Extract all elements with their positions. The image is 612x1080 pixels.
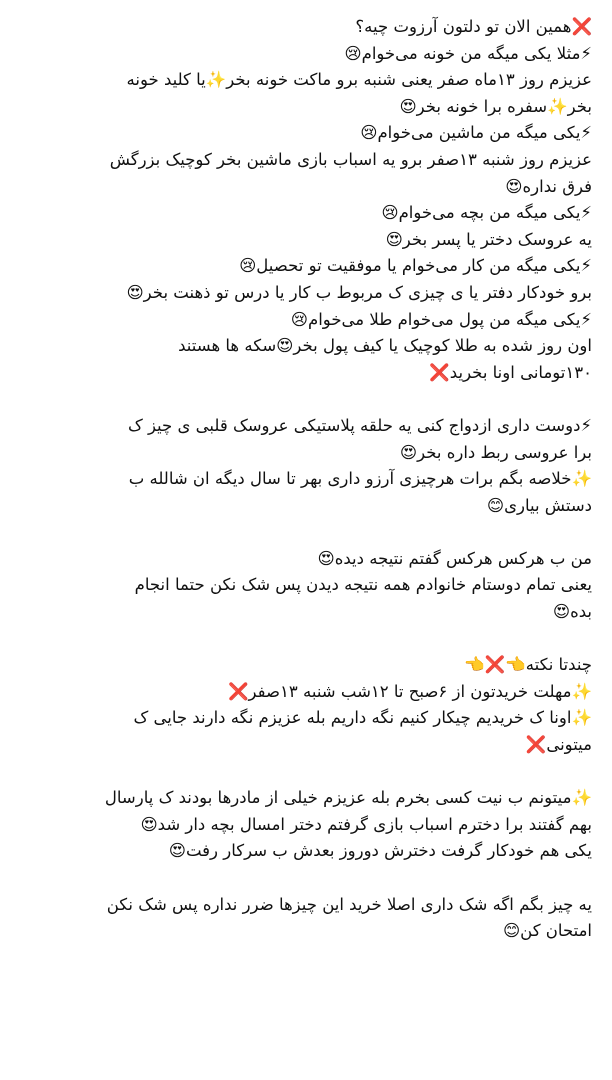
text-line: عزیزم روز ۱۳ماه صفر یعنی شنبه برو ماکت خونه بخر✨یا کلید خونه bbox=[126, 70, 592, 90]
text-line: من ب هرکس هرکس گفتم نتیجه دیده😍 bbox=[317, 548, 592, 568]
text-line: برو خودکار دفتر یا ی چیزی ک مربوط ب کار یا درس تو ذهنت بخر😍 bbox=[126, 282, 592, 302]
text-line: بده😍 bbox=[552, 602, 592, 622]
text-line: چندتا نکته👈❌👈 bbox=[464, 655, 592, 675]
text-line: امتحان کن😊 bbox=[502, 921, 592, 941]
text-line: ⚡یکی میگه من ماشین می‌خوام😢 bbox=[360, 123, 592, 143]
text-line: اون روز شده به طلا کوچیک یا کیف پول بخر😍سکه ها هستند bbox=[178, 336, 592, 356]
text-line: ✨میتونم ب نیت کسی بخرم بله عزیزم خیلی از مادرها بودند ک پارسال bbox=[104, 788, 592, 808]
blank-line bbox=[18, 386, 592, 413]
text-line: یکی هم خودکار گرفت دخترش دوروز بعدش ب سرکار رفت😍 bbox=[168, 841, 592, 861]
text-line: ✨اونا ک خریدیم چیکار کنیم نگه داریم بله عزیزم نگه دارند جایی ک bbox=[133, 708, 592, 728]
text-line: ✨مهلت خریدتون از ۶صبح تا ۱۲شب شنبه ۱۳صفر❌ bbox=[228, 681, 592, 701]
text-line: بخر✨سفره برا خونه بخر😍 bbox=[399, 96, 592, 116]
text-line: ⚡دوست داری ازدواج کنی یه حلقه پلاستیکی عروسک قلبی ی چیز ک bbox=[127, 415, 592, 435]
blank-line bbox=[18, 519, 592, 546]
text-line: بهم گفتند برا دخترم اسباب بازی گرفتم دختر امسال بچه دار شد😍 bbox=[140, 814, 592, 834]
text-line: یه چیز بگم اگه شک داری اصلا خرید این چیزها ضرر نداره پس شک نکن bbox=[106, 894, 592, 914]
blank-line bbox=[18, 626, 592, 653]
text-line: یه عروسک دختر یا پسر بخر😍 bbox=[385, 229, 592, 249]
text-line: عزیزم روز شنبه ۱۳صفر برو یه اسباب بازی ماشین بخر کوچیک بزرگش bbox=[109, 149, 592, 169]
text-line: برا عروسی ربط داره بخر😍 bbox=[399, 442, 592, 462]
text-line: یعنی تمام دوستام خانوادم همه نتیجه دیدن پس شک نکن حتما انجام bbox=[134, 575, 592, 595]
text-line: ❌همین الان تو دلتون آرزوت چیه؟ bbox=[355, 17, 592, 36]
blank-line bbox=[18, 865, 592, 892]
text-line: دستش بیاری😊 bbox=[486, 495, 592, 515]
text-line: میتونی❌ bbox=[525, 735, 592, 755]
text-line: ✨خلاصه بگم برات هرچیزی آرزو داری بهر تا سال دیگه ان شالله ب bbox=[128, 469, 592, 489]
text-line: ⚡مثلا یکی میگه من خونه می‌خوام😢 bbox=[344, 43, 592, 63]
text-line: ⚡یکی میگه من کار می‌خوام یا موفقیت تو تحصیل😢 bbox=[239, 256, 592, 276]
text-line: ⚡یکی میگه من بچه می‌خوام😢 bbox=[381, 203, 592, 223]
text-line: ۱۳۰تومانی اونا بخرید❌ bbox=[429, 362, 592, 382]
text-line: فرق نداره😍 bbox=[505, 176, 592, 196]
text-line: ⚡یکی میگه من پول می‌خوام طلا می‌خوام😢 bbox=[290, 309, 592, 329]
blank-line bbox=[18, 759, 592, 786]
